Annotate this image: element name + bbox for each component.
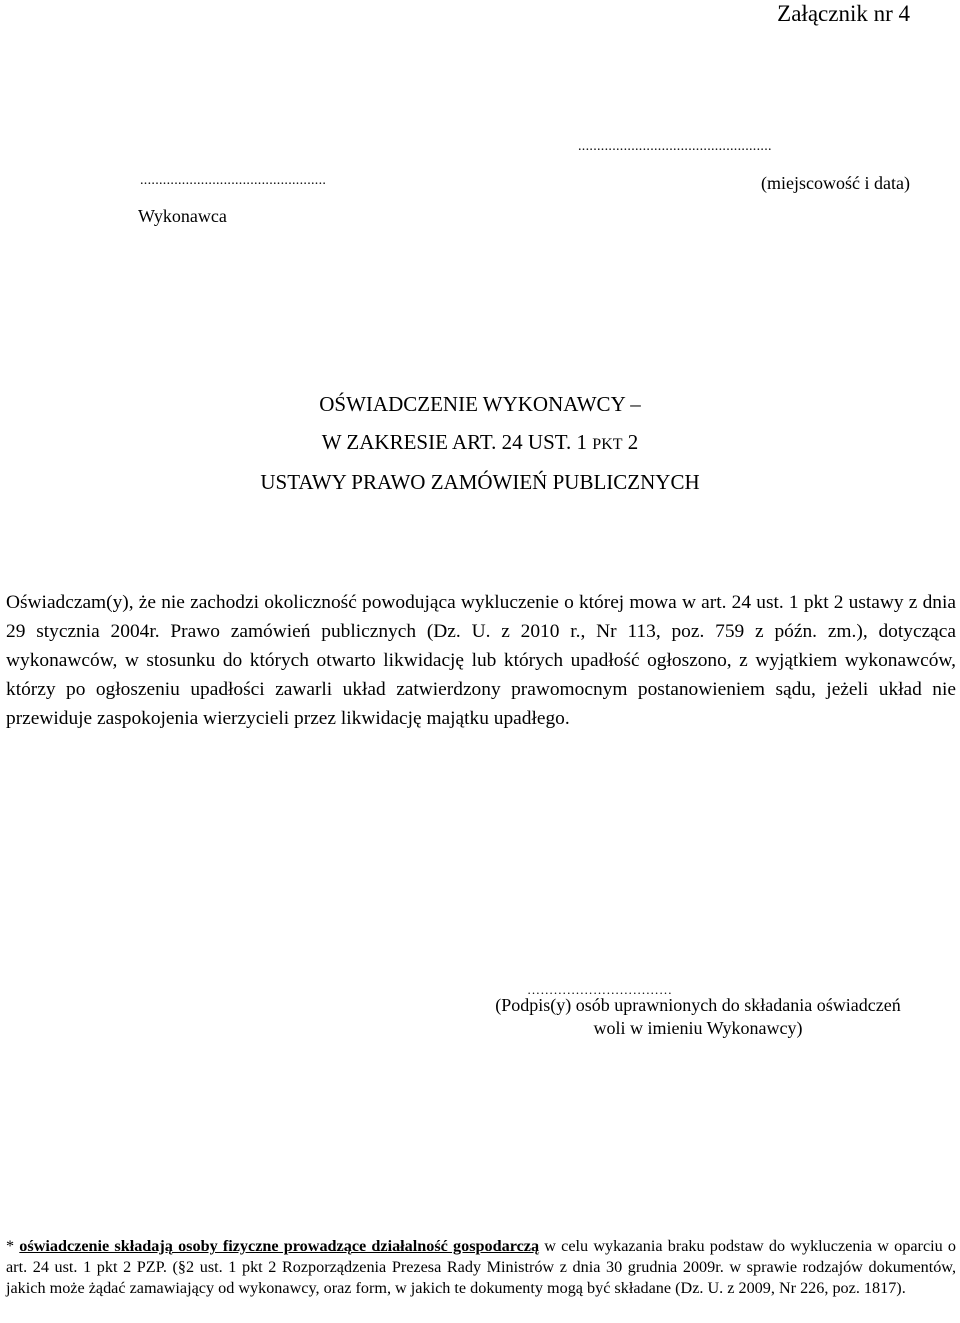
footnote-star: *: [6, 1237, 15, 1255]
footnote: [6, 1236, 956, 1299]
contractor-label: Wykonawca: [138, 206, 227, 226]
footnote-underlined-text: oświadczenie składają osoby fizyczne prowadzące działalność gospodarczą: [19, 1237, 540, 1255]
annex-label: Załącznik nr 4: [777, 1, 910, 26]
place-date-dots: ...................................................: [578, 139, 772, 154]
document-title-line-2: [0, 429, 960, 458]
signature-dots: ……………………………: [527, 982, 673, 997]
title-line-2-part-b: PKT: [592, 436, 623, 453]
place-date-label: (miejscowość i data): [761, 173, 910, 193]
document-title-line-1: OŚWIADCZENIE WYKONAWCY –: [319, 392, 641, 416]
document-title-line-3: USTAWY PRAWO ZAMÓWIEŃ PUBLICZNYCH: [260, 470, 700, 494]
footnote-text: w celu wykazania braku podstaw do wykluczenia w oparciu o art. 24 ust. 1 pkt 2 PZP. (§2 ust. 1 pkt 2 Rozporządzenia Prezesa Rady Ministrów z dnia 30 grudnia 2009r. w sprawie rodzajów dokumentów, jakich może żądać zamawiający od wykonawcy, oraz form, w jakich te dokumenty mogą być składane (Dz. U. z 2009, Nr 226, poz. 1817).: [6, 1237, 957, 1297]
title-line-2-part-c: 2: [627, 430, 639, 454]
contractor-dots: .................................................: [140, 173, 327, 188]
signature-caption-line-2: woli w imieniu Wykonawcy): [593, 1018, 803, 1038]
statement-paragraph: Oświadczam(y), że nie zachodzi okoliczność powodująca wykluczenie o której mowa w art. 24 ust. 1 pkt 2 ustawy z dnia 29 stycznia 2004r. Prawo zamówień publicznych (Dz. U. z 2010 r., Nr 113, poz. 759 z późn. zm.), dotycząca wykonawców, w stosunku do których otwarto likwidację lub których upadłość ogłoszono, z wyjątkiem wykonawców, którzy po ogłoszeniu upadłości zawarli układ zatwierdzony prawomocnym postanowieniem sądu, jeżeli układ nie przewiduje zaspokojenia wierzycieli przez likwidację majątku upadłego.: [6, 592, 956, 729]
title-line-2-part-a: W ZAKRESIE ART. 24 UST. 1: [321, 430, 588, 454]
signature-caption-line-1: (Podpis(y) osób uprawnionych do składania oświadczeń: [495, 995, 901, 1015]
